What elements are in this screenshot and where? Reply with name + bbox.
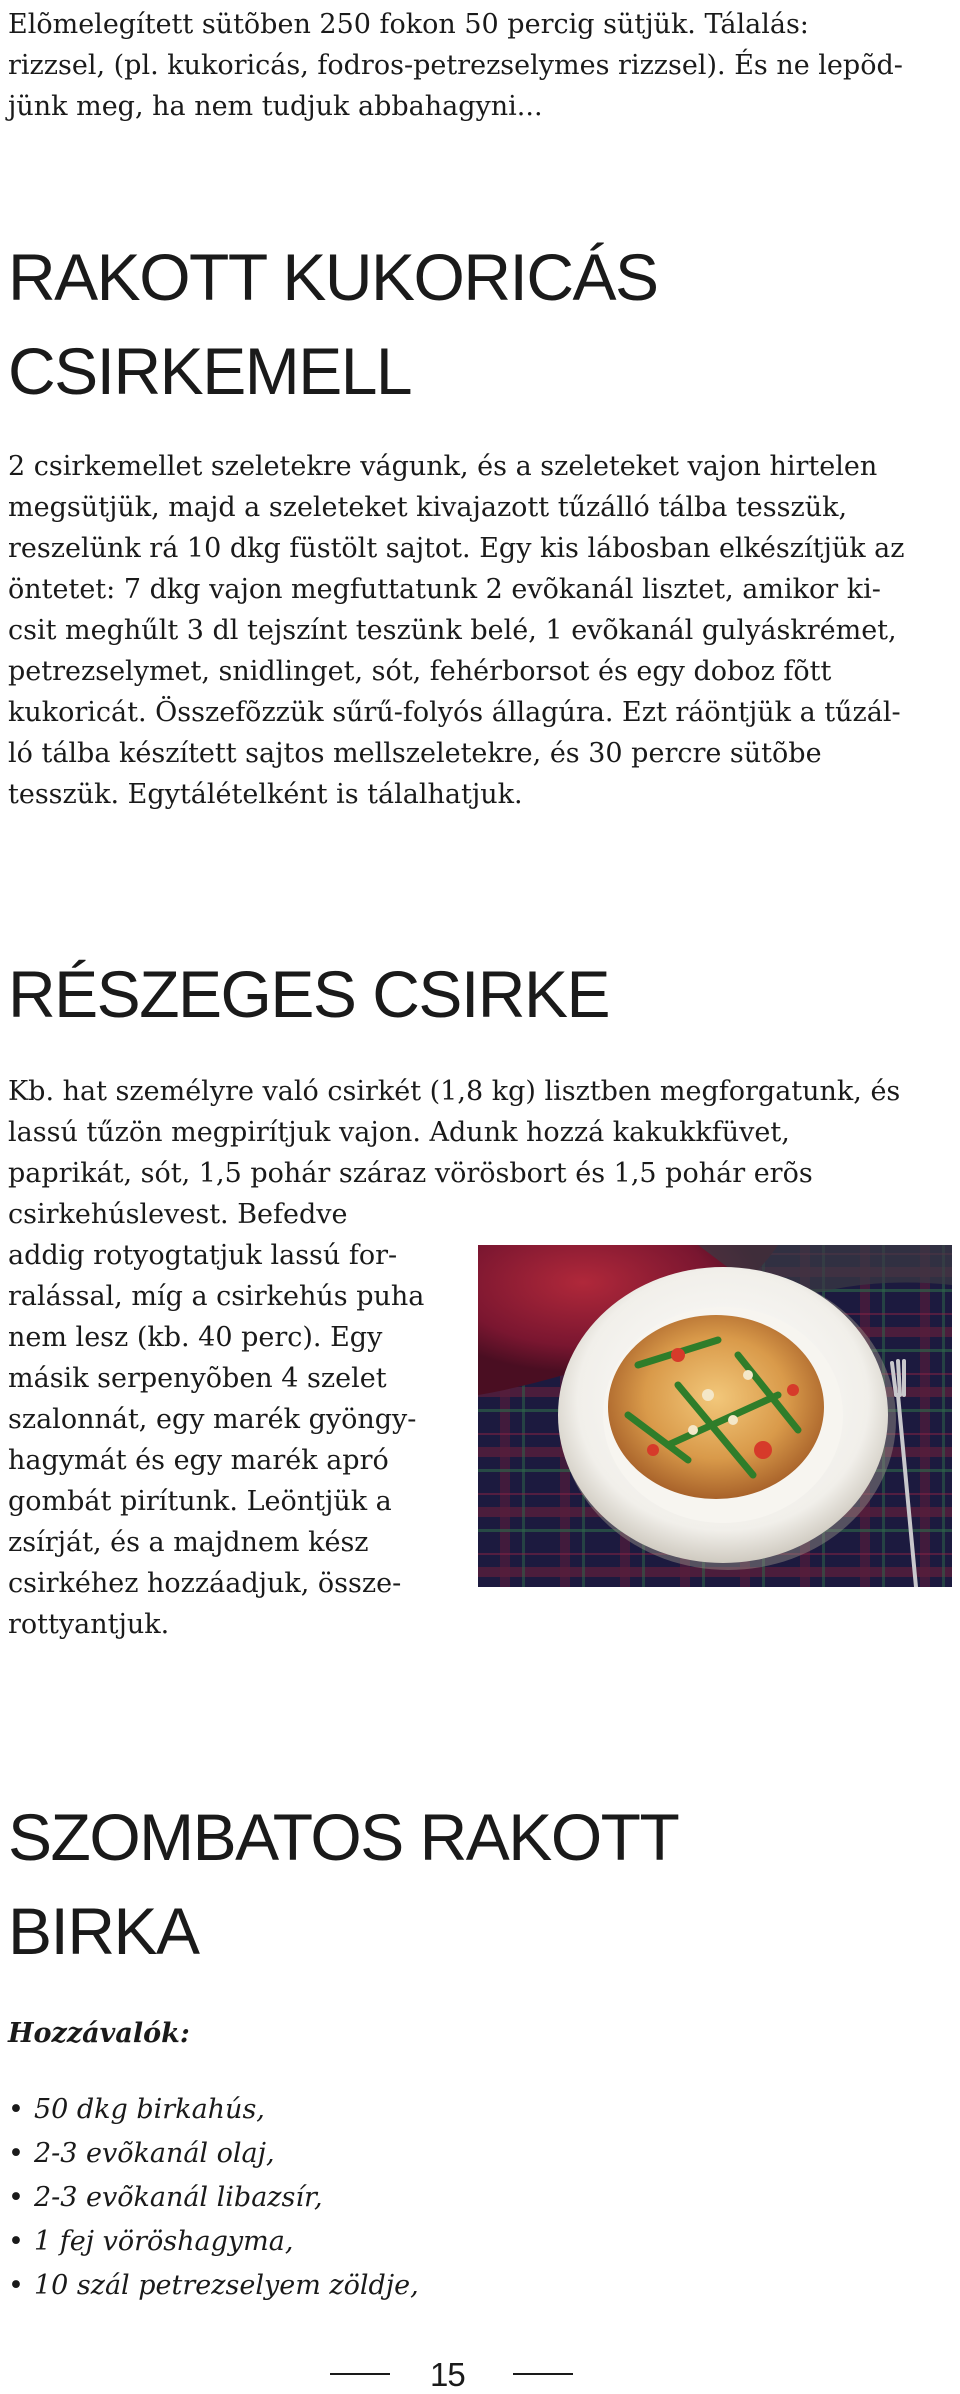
text-line: Kb. hat személyre való csirkét (1,8 kg) lisztben megforgatunk, és [8,1076,901,1107]
text-line: csit meghűlt 3 dl tejszínt teszünk belé, 1 evõkanál gulyáskrémet, [8,615,897,646]
text-line: megsütjük, majd a szeleteket kivajazott tűzálló tálba tesszük, [8,492,848,523]
text-line: lassú tűzön megpirítjuk vajon. Adunk hozzá kakukkfüvet, [8,1117,790,1148]
text-line: paprikát, sót, 1,5 pohár száraz vörösbort és 1,5 pohár erõs [8,1158,813,1189]
food-photo [478,1245,952,1587]
recipe-title-szombatos-rakott-birka [8,1790,678,1978]
ingredients-label: Hozzávalók: [8,2018,190,2049]
text-line: zsírját, és a majdnem kész [8,1527,369,1558]
text-line: hagymát és egy marék apró [8,1445,389,1476]
text-line: ralással, míg a csirkehús puha [8,1281,425,1312]
text-line: csirkehúslevest. Befedve [8,1199,348,1230]
list-item [8,2176,419,2220]
bullet: • [8,2138,24,2169]
text-line: 2 csirkemellet szeletekre vágunk, és a szeleteket vajon hirtelen [8,451,878,482]
ingredient-text: 10 szál petrezselyem zöldje, [33,2270,419,2301]
ingredient-text: 1 fej vöröshagyma, [33,2226,294,2257]
text-line: rizzsel, (pl. kukoricás, fodros-petrezselymes rizzsel). És ne lepõd- [8,50,903,81]
text-line: szalonnát, egy marék gyöngy- [8,1404,417,1435]
text-line: tesszük. Egytálételként is tálalhatjuk. [8,779,523,810]
recipe-title-rakott-kukoricas-csirkemell [8,230,658,418]
title-line: SZOMBATOS RAKOTT [8,1800,679,1874]
text-line: rottyantjuk. [8,1609,170,1640]
title-line: RÉSZEGES CSIRKE [8,957,609,1031]
recipe-title-reszeges-csirke [8,947,609,1041]
ingredient-text: 2-3 evõkanál olaj, [33,2138,275,2169]
recipe-body-rakott-kukoricas-csirkemell [8,446,904,815]
text-line: másik serpenyõben 4 szelet [8,1363,387,1394]
text-line: addig rotyogtatjuk lassú for- [8,1240,398,1271]
list-item [8,2132,419,2176]
text-line: Elõmelegített sütõben 250 fokon 50 percig sütjük. Tálalás: [8,9,809,40]
ingredients-list [8,2088,419,2308]
text-line: petrezselymet, snidlinget, sót, fehérborsot és egy doboz fõtt [8,656,832,687]
text-line: jünk meg, ha nem tudjuk abbahagyni... [8,91,543,122]
intro-paragraph [8,4,903,127]
bullet: • [8,2182,24,2213]
footer-rule-right [513,2373,573,2375]
title-line: CSIRKEMELL [8,334,412,408]
text-line: gombát pirítunk. Leöntjük a [8,1486,392,1517]
title-line: RAKOTT KUKORICÁS [8,240,658,314]
bullet: • [8,2094,24,2125]
ingredient-text: 50 dkg birkahús, [33,2094,265,2125]
footer-rule-left [330,2373,390,2375]
text-line: reszelünk rá 10 dkg füstölt sajtot. Egy kis lábosban elkészítjük az [8,533,905,564]
food-photo-illustration [478,1245,952,1587]
list-item [8,2088,419,2132]
ingredient-text: 2-3 evõkanál libazsír, [33,2182,323,2213]
list-item [8,2264,419,2308]
text-line: öntetet: 7 dkg vajon megfuttatunk 2 evõkanál lisztet, amikor ki- [8,574,881,605]
bullet: • [8,2226,24,2257]
page-footer [0,2356,960,2394]
text-line: ló tálba készített sajtos mellszeletekre, és 30 percre sütõbe [8,738,822,769]
list-item [8,2220,419,2264]
text-line: nem lesz (kb. 40 perc). Egy [8,1322,383,1353]
text-line: kukoricát. Összefõzzük sűrű-folyós állagúra. Ezt ráöntjük a tűzál- [8,697,901,728]
bullet: • [8,2270,24,2301]
title-line: BIRKA [8,1894,199,1968]
page-number: 15 [430,2356,465,2393]
text-line: csirkéhez hozzáadjuk, össze- [8,1568,402,1599]
